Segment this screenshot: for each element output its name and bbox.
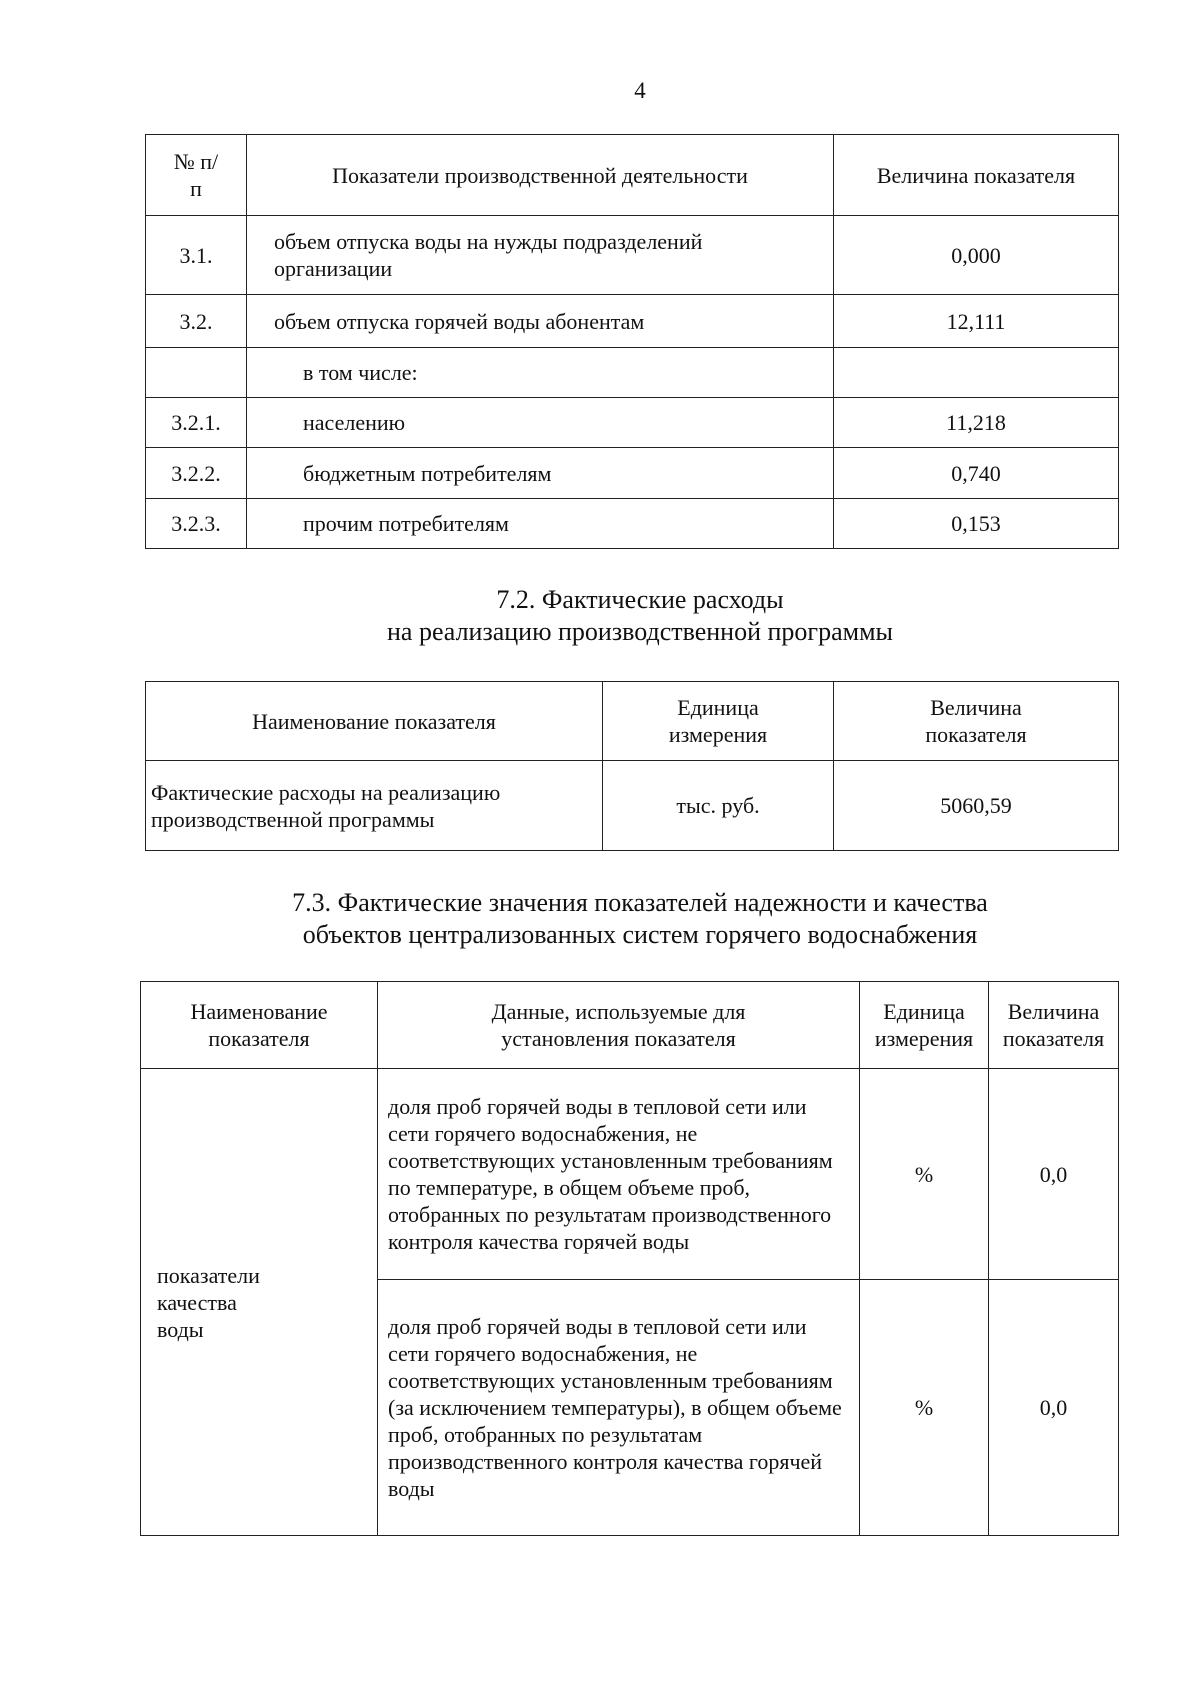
row-unit: % xyxy=(860,1069,989,1280)
row-value: 12,111 xyxy=(834,295,1119,348)
header-value: Величина показателя xyxy=(989,982,1119,1069)
row-no: 3.2. xyxy=(146,295,247,348)
table-row xyxy=(146,216,1119,295)
table-row xyxy=(146,398,1119,448)
section-7-2-title xyxy=(0,584,1200,648)
header-indicator: Показатели производственной деятельности xyxy=(247,135,834,216)
row-value: 0,0 xyxy=(989,1280,1119,1536)
section-title-line: 7.3. Фактические значения показателей надежности и качества xyxy=(292,888,988,917)
header-data: Данные, используемые для установления показателя xyxy=(378,982,860,1069)
reliability-quality-table xyxy=(140,981,1119,1536)
row-value: 5060,59 xyxy=(834,761,1119,851)
header-value: Величина показателя xyxy=(834,135,1119,216)
header-value: Величина показателя xyxy=(834,682,1119,761)
table-header-row xyxy=(146,135,1119,216)
row-data: доля проб горячей воды в тепловой сети или сети горячего водоснабжения, не соответствующих установленным требованиям по температуре, в общем объеме проб, отобранных по результатам производственного контроля качества горячей воды xyxy=(378,1069,860,1280)
row-value: 0,740 xyxy=(834,448,1119,499)
actual-expenses-table xyxy=(145,681,1119,851)
header-unit: Единица измерения xyxy=(603,682,834,761)
table-row xyxy=(146,348,1119,398)
row-name: объем отпуска горячей воды абонентам xyxy=(247,295,834,348)
row-value: 11,218 xyxy=(834,398,1119,448)
table-header-row xyxy=(141,982,1119,1069)
row-no: 3.2.2. xyxy=(146,448,247,499)
table-row xyxy=(146,295,1119,348)
row-data: доля проб горячей воды в тепловой сети или сети горячего водоснабжения, не соответствующих установленным требованиям (за исключением температуры), в общем объеме проб, отобранных по результатам производственного контроля качества горячей воды xyxy=(378,1280,860,1536)
table-header-row xyxy=(146,682,1119,761)
row-name: Фактические расходы на реализацию производственной программы xyxy=(146,761,603,851)
section-7-3-title xyxy=(0,887,1200,951)
row-name: бюджетным потребителям xyxy=(247,448,834,499)
row-no: 3.2.1. xyxy=(146,398,247,448)
row-value: 0,000 xyxy=(834,216,1119,295)
row-no: 3.1. xyxy=(146,216,247,295)
table-row xyxy=(141,1069,1119,1280)
section-title-line: 7.2. Фактические расходы xyxy=(496,585,784,614)
header-no: № п/п xyxy=(146,135,247,216)
row-no xyxy=(146,348,247,398)
row-unit: % xyxy=(860,1280,989,1536)
header-name: Наименование показателя xyxy=(141,982,378,1069)
row-no: 3.2.3. xyxy=(146,499,247,549)
row-name: населению xyxy=(247,398,834,448)
production-indicators-table xyxy=(145,134,1119,549)
row-unit: тыс. руб. xyxy=(603,761,834,851)
header-name: Наименование показателя xyxy=(146,682,603,761)
group-name: показатели качества воды xyxy=(141,1069,378,1536)
table-row xyxy=(146,761,1119,851)
table-row xyxy=(146,499,1119,549)
row-name: в том числе: xyxy=(247,348,834,398)
section-title-line: на реализацию производственной программы xyxy=(386,617,893,646)
row-value: 0,153 xyxy=(834,499,1119,549)
header-unit: Единица измерения xyxy=(860,982,989,1069)
table-row xyxy=(146,448,1119,499)
row-name: объем отпуска воды на нужды подразделений организации xyxy=(247,216,834,295)
row-value xyxy=(834,348,1119,398)
section-title-line: объектов централизованных систем горячего водоснабжения xyxy=(302,920,978,949)
row-name: прочим потребителям xyxy=(247,499,834,549)
row-value: 0,0 xyxy=(989,1069,1119,1280)
page-number: 4 xyxy=(634,78,646,103)
